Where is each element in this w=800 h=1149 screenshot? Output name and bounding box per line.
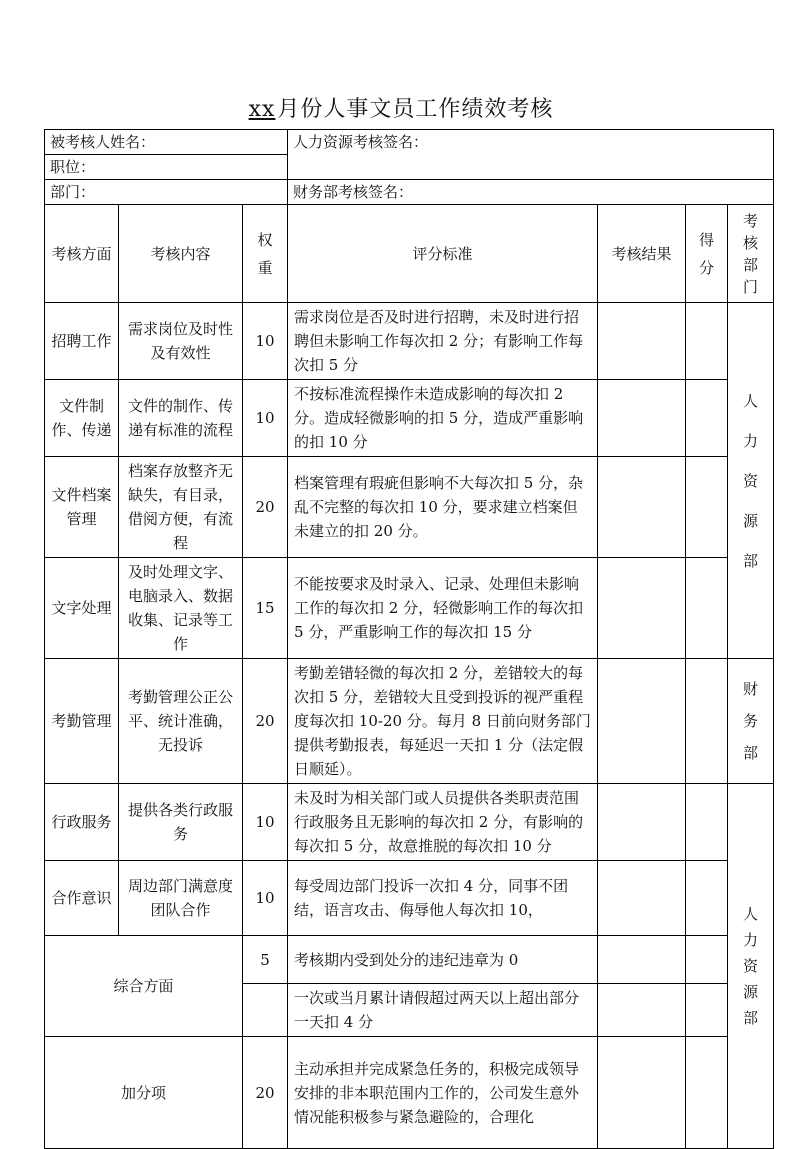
header-row xyxy=(45,205,774,303)
row-content: 文件的制作、传递有标准的流程 xyxy=(119,380,243,457)
bonus-result xyxy=(598,1037,686,1149)
row-criteria: 每受周边部门投诉一次扣 4 分，同事不团结，语言攻击、侮辱他人每次扣 10， xyxy=(288,861,598,936)
row-score xyxy=(686,784,728,861)
row-criteria: 考勤差错轻微的每次扣 2 分，差错较大的每次扣 5 分，差错较大且受到投诉的视严重程度每次扣 10-20 分。每月 8 日前向财务部门提供考勤报表，每延迟一天扣 1 分（法定假日顺延）。 xyxy=(288,659,598,784)
row-content: 考勤管理公正公平、统计准确，无投诉 xyxy=(119,659,243,784)
row-content: 提供各类行政服务 xyxy=(119,784,243,861)
header-aspect: 考核方面 xyxy=(45,205,119,303)
hr-sign-label: 人力资源考核签名： xyxy=(288,130,774,180)
row-result xyxy=(598,303,686,380)
row-weight: 10 xyxy=(243,861,288,936)
row-content: 及时处理文字、电脑录入、数据收集、记录等工作 xyxy=(119,558,243,659)
dept-hr-2: 人力资源部 xyxy=(728,784,774,1149)
row-result xyxy=(598,784,686,861)
header-criteria: 评分标准 xyxy=(288,205,598,303)
row-criteria: 需求岗位是否及时进行招聘，未及时进行招聘但未影响工作每次扣 2 分；有影响工作每次扣 5 分 xyxy=(288,303,598,380)
bonus-weight: 20 xyxy=(243,1037,288,1149)
table-row xyxy=(45,861,774,936)
row-result xyxy=(598,659,686,784)
table-row xyxy=(45,558,774,659)
title-text: 月份人事文员工作绩效考核 xyxy=(277,97,554,122)
table-row xyxy=(45,659,774,784)
general-row-1 xyxy=(45,936,774,984)
row-result xyxy=(598,380,686,457)
row-aspect: 文件档案管理 xyxy=(45,457,119,558)
bonus-score xyxy=(686,1037,728,1149)
header-result: 考核结果 xyxy=(598,205,686,303)
appraisal-table xyxy=(44,129,774,1149)
row-weight: 10 xyxy=(243,784,288,861)
general-score-2 xyxy=(686,984,728,1037)
row-aspect: 文字处理 xyxy=(45,558,119,659)
row-criteria: 不能按要求及时录入、记录、处理但未影响工作的每次扣 2 分，轻微影响工作的每次扣 5 分，严重影响工作的每次扣 15 分 xyxy=(288,558,598,659)
row-criteria: 不按标准流程操作未造成影响的每次扣 2 分。造成轻微影响的扣 5 分，造成严重影响的扣 10 分 xyxy=(288,380,598,457)
row-criteria: 档案管理有瑕疵但影响不大每次扣 5 分，杂乱不完整的每次扣 10 分，要求建立档案但未建立的扣 20 分。 xyxy=(288,457,598,558)
page-title xyxy=(0,92,800,123)
row-weight: 10 xyxy=(243,380,288,457)
row-score xyxy=(686,457,728,558)
general-criteria-1: 考核期内受到处分的违纪违章为 0 xyxy=(288,936,598,984)
table-row xyxy=(45,380,774,457)
general-result-2 xyxy=(598,984,686,1037)
row-weight: 20 xyxy=(243,457,288,558)
row-aspect: 文件制作、传递 xyxy=(45,380,119,457)
info-row-name xyxy=(45,130,774,155)
dept-hr-1: 人力资源部 xyxy=(728,303,774,659)
row-score xyxy=(686,861,728,936)
table-row xyxy=(45,303,774,380)
row-aspect: 行政服务 xyxy=(45,784,119,861)
bonus-label: 加分项 xyxy=(45,1037,243,1149)
general-criteria-2: 一次或当月累计请假超过两天以上超出部分一天扣 4 分 xyxy=(288,984,598,1037)
finance-sign-label: 财务部考核签名： xyxy=(288,180,774,205)
row-result xyxy=(598,861,686,936)
general-weight-empty xyxy=(243,984,288,1037)
header-dept: 考核部门 xyxy=(728,205,774,303)
row-result xyxy=(598,457,686,558)
row-score xyxy=(686,303,728,380)
general-label: 综合方面 xyxy=(45,936,243,1037)
general-score-1 xyxy=(686,936,728,984)
row-aspect: 招聘工作 xyxy=(45,303,119,380)
general-weight: 5 xyxy=(243,936,288,984)
row-aspect: 合作意识 xyxy=(45,861,119,936)
row-score xyxy=(686,558,728,659)
dept-finance: 财务部 xyxy=(728,659,774,784)
bonus-row xyxy=(45,1037,774,1149)
title-month: xx xyxy=(248,97,276,122)
row-weight: 20 xyxy=(243,659,288,784)
table-row xyxy=(45,784,774,861)
info-row-department xyxy=(45,180,774,205)
header-weight: 权重 xyxy=(243,205,288,303)
row-aspect: 考勤管理 xyxy=(45,659,119,784)
general-result-1 xyxy=(598,936,686,984)
row-content: 周边部门满意度团队合作 xyxy=(119,861,243,936)
row-weight: 10 xyxy=(243,303,288,380)
row-content: 档案存放整齐无缺失，有目录，借阅方便，有流程 xyxy=(119,457,243,558)
row-criteria: 未及时为相关部门或人员提供各类职责范围行政服务且无影响的每次扣 2 分，有影响的每次扣 5 分，故意推脱的每次扣 10 分 xyxy=(288,784,598,861)
header-score: 得分 xyxy=(686,205,728,303)
name-label: 被考核人姓名： xyxy=(45,130,288,155)
row-content: 需求岗位及时性及有效性 xyxy=(119,303,243,380)
row-weight: 15 xyxy=(243,558,288,659)
row-result xyxy=(598,558,686,659)
header-content: 考核内容 xyxy=(119,205,243,303)
table-row xyxy=(45,457,774,558)
row-score xyxy=(686,380,728,457)
bonus-criteria: 主动承担并完成紧急任务的，积极完成领导安排的非本职范围内工作的，公司发生意外情况能积极参与紧急避险的，合理化 xyxy=(288,1037,598,1149)
row-score xyxy=(686,659,728,784)
position-label: 职位： xyxy=(45,155,288,180)
department-label: 部门： xyxy=(45,180,288,205)
